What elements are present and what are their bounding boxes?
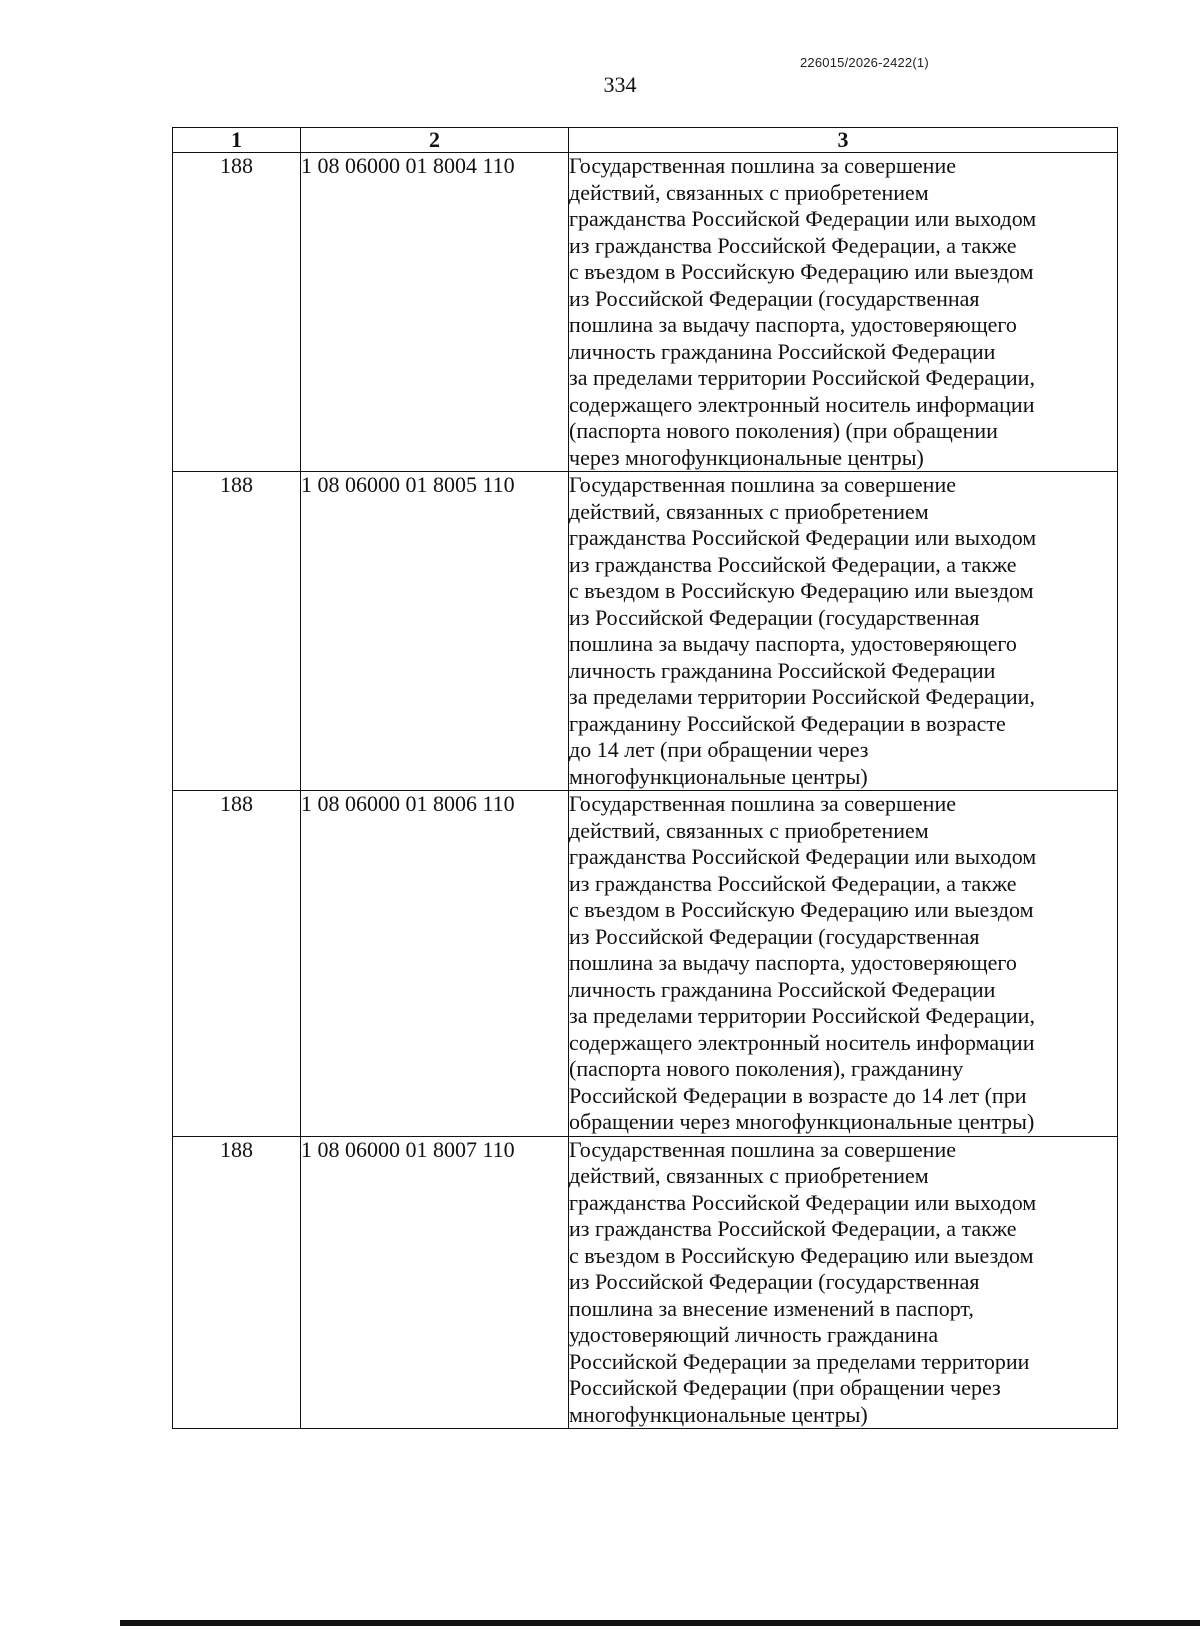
description-line: действий, связанных с приобретением [569, 498, 929, 524]
table-row [173, 472, 1118, 791]
description-line: из Российской Федерации (государственная [569, 923, 980, 949]
kbk-code-cell: 1 08 06000 01 8005 110 [301, 472, 569, 791]
description-line: (паспорта нового поколения), гражданину [569, 1056, 964, 1081]
description-line: действий, связанных с приобретением [569, 1163, 929, 1188]
description-line: многофункциональные центры) [569, 1401, 868, 1427]
description-line: за пределами территории Российской Федерации, [569, 1003, 1035, 1028]
document-code: 226015/2026-2422(1) [800, 55, 929, 70]
description-line: Российской Федерации (при обращении через [569, 1375, 1001, 1400]
table-row [173, 153, 1118, 472]
description-line: с въездом в Российскую Федерацию или выездом [569, 897, 1034, 922]
admin-code-cell: 188 [173, 153, 301, 472]
description-line: из Российской Федерации (государственная [569, 604, 980, 630]
description-line: из Российской Федерации (государственная [569, 285, 980, 311]
description-line: обращении через многофункциональные центры) [569, 1109, 1035, 1134]
table-row [173, 1136, 1118, 1429]
description-cell [569, 791, 1118, 1137]
description-line: действий, связанных с приобретением [569, 817, 929, 843]
description-line: с въездом в Российскую Федерацию или выездом [569, 259, 1034, 284]
admin-code-cell: 188 [173, 1136, 301, 1429]
description-line: пошлина за выдачу паспорта, удостоверяющего [569, 312, 1017, 337]
description-line: содержащего электронный носитель информации [569, 391, 1035, 417]
description-line: за пределами территории Российской Федерации, [569, 365, 1035, 390]
description-line: Российской Федерации в возрасте до 14 лет (при [569, 1082, 1027, 1108]
table-header-row [173, 128, 1118, 153]
description-line: удостоверяющий личность гражданина [569, 1322, 939, 1347]
description-line: из гражданства Российской Федерации, а также [569, 1216, 1017, 1241]
page-number: 334 [603, 72, 637, 97]
kbk-code-cell: 1 08 06000 01 8006 110 [301, 791, 569, 1137]
admin-code-cell: 188 [173, 791, 301, 1137]
description-line: действий, связанных с приобретением [569, 179, 929, 205]
description-line: через многофункциональные центры) [569, 444, 924, 470]
description-line: пошлина за выдачу паспорта, удостоверяющего [569, 950, 1017, 975]
description-line: из гражданства Российской Федерации, а также [569, 232, 1017, 258]
kbk-code-cell: 1 08 06000 01 8004 110 [301, 153, 569, 472]
description-line: из гражданства Российской Федерации, а также [569, 870, 1017, 896]
description-cell [569, 472, 1118, 791]
column-header-2: 2 [301, 128, 569, 153]
description-line: многофункциональные центры) [569, 763, 868, 789]
kbk-table [172, 127, 1118, 1429]
description-line: пошлина за выдачу паспорта, удостоверяющего [569, 631, 1017, 656]
description-line: Российской Федерации за пределами территории [569, 1348, 1030, 1374]
description-line: Государственная пошлина за совершение [569, 791, 956, 816]
description-line: гражданства Российской Федерации или выходом [569, 206, 1037, 231]
description-line: Государственная пошлина за совершение [569, 153, 956, 178]
description-line: пошлина за внесение изменений в паспорт, [569, 1295, 974, 1321]
description-cell [569, 153, 1118, 472]
description-line: за пределами территории Российской Федерации, [569, 684, 1035, 709]
description-cell [569, 1136, 1118, 1429]
description-line: личность гражданина Российской Федерации [569, 657, 996, 683]
description-line: гражданства Российской Федерации или выходом [569, 525, 1037, 550]
description-line: Государственная пошлина за совершение [569, 472, 956, 497]
description-line: гражданства Российской Федерации или выходом [569, 1189, 1037, 1215]
admin-code-cell: 188 [173, 472, 301, 791]
description-line: содержащего электронный носитель информации [569, 1029, 1035, 1055]
description-line: гражданства Российской Федерации или выходом [569, 844, 1037, 869]
description-line: личность гражданина Российской Федерации [569, 976, 996, 1002]
description-line: личность гражданина Российской Федерации [569, 338, 996, 364]
description-line: с въездом в Российскую Федерацию или выездом [569, 578, 1034, 603]
description-line: с въездом в Российскую Федерацию или выездом [569, 1242, 1034, 1268]
description-line: из гражданства Российской Федерации, а также [569, 551, 1017, 577]
table-body [173, 153, 1118, 1429]
table-row [173, 791, 1118, 1137]
kbk-code-cell: 1 08 06000 01 8007 110 [301, 1136, 569, 1429]
description-line: из Российской Федерации (государственная [569, 1269, 980, 1294]
description-line: до 14 лет (при обращении через [569, 737, 869, 762]
column-header-1: 1 [173, 128, 301, 153]
description-line: (паспорта нового поколения) (при обращении [569, 418, 998, 443]
description-line: гражданину Российской Федерации в возрасте [569, 710, 1006, 736]
column-header-3: 3 [569, 128, 1118, 153]
description-line: Государственная пошлина за совершение [569, 1136, 956, 1162]
scan-bottom-edge [120, 1620, 1200, 1626]
